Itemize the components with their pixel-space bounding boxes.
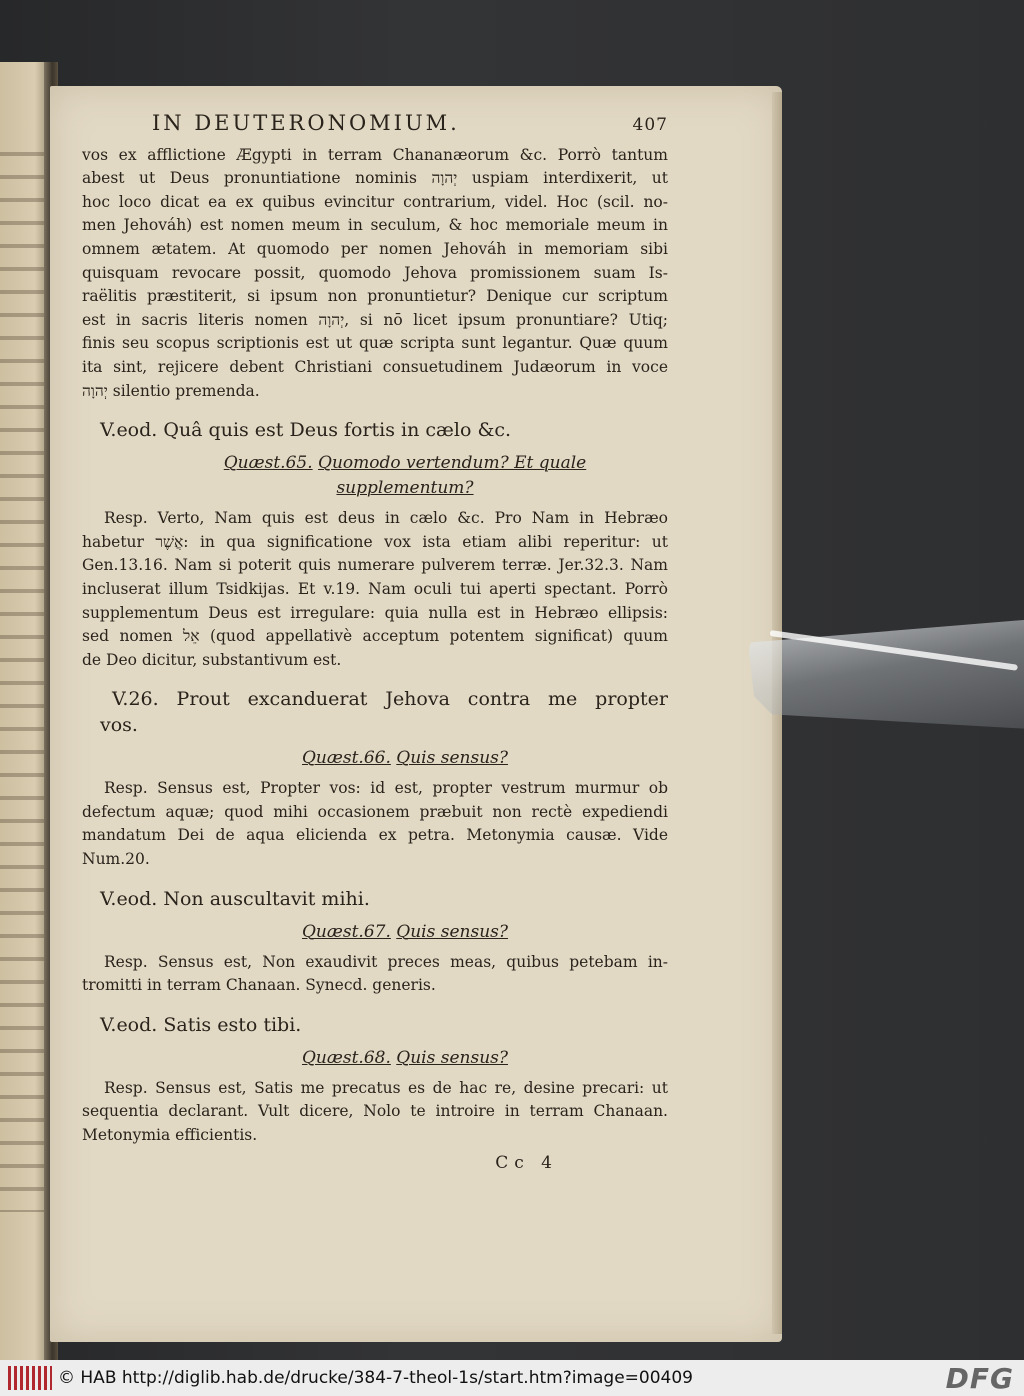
question-text: Quis sensus? — [396, 748, 508, 769]
response-67 — [82, 951, 668, 998]
text-line: quisquam revocare possit, quomodo Jehova promissionem suam Is- — [82, 263, 668, 282]
question-text: Quomodo vertendum? Et quale — [318, 453, 587, 474]
text-line: Num.20. — [82, 850, 150, 869]
barcode-icon — [8, 1366, 52, 1390]
facing-page-edge — [0, 62, 50, 1372]
verse-heading — [100, 686, 668, 738]
text-line: raëlitis præstiterit, si ipsum non pronuntietur? Denique cur scriptum — [82, 287, 668, 306]
question-text: Quis sensus? — [396, 921, 508, 942]
text-line: defectum aquæ; quod mihi occasionem præbuit non rectè expediendi — [82, 802, 668, 821]
dfg-logo: DFG — [945, 1361, 1014, 1395]
text-line: mandatum Dei de aqua elicienda ex petra. Metonymia causæ. Vide — [82, 826, 668, 845]
text-line: omnem ætatem. At quomodo per nomen Jehováh in memoriam sibi — [82, 239, 668, 258]
copyright-link[interactable]: © HAB http://diglib.hab.de/drucke/384-7-theol-1s/start.htm?image=00409 — [58, 1368, 693, 1388]
question-label: Quæst.65. — [223, 453, 313, 474]
text-line: sed nomen אֵל (quod appellativè acceptum potentem significat) quum — [82, 627, 668, 646]
paragraph-1 — [82, 144, 668, 404]
text-line: hoc loco dicat ea ex quibus evincitur contrarium, videl. Hoc (scil. no- — [82, 192, 668, 211]
text-line: Resp. Sensus est, Satis me precatus es de hac re, desine precari: ut — [104, 1078, 668, 1097]
question-label: Quæst.66. — [302, 748, 391, 769]
verse-heading: V.eod. Quâ quis est Deus fortis in cælo &c. — [100, 419, 512, 442]
text-line: men Jehováh) est nomen meum in seculum, & hoc memoriale meum in — [82, 216, 668, 235]
text-line: incluserat illum Tsidkijas. Et v.19. Nam oculi tui aperti spectant. Porrò — [82, 579, 668, 598]
verse-heading: V.eod. Non auscultavit mihi. — [100, 887, 370, 910]
text-line: Resp. Verto, Nam quis est deus in cælo &c. Pro Nam in Hebræo — [104, 509, 668, 528]
footer-bar — [0, 1360, 1024, 1396]
text-line: abest ut Deus pronuntiatione nominis יְהוָה uspiam interdixerit, ut — [82, 169, 668, 188]
page-text — [82, 112, 668, 1175]
question-text: Quis sensus? — [396, 1047, 508, 1068]
verse-heading: V.eod. Satis esto tibi. — [100, 1013, 302, 1036]
page-number: 407 — [632, 115, 668, 135]
verse-line: vos. — [100, 714, 138, 737]
text-line: Gen.13.16. Nam si poterit quis numerare pulverem terræ. Jer.32.3. Nam — [82, 556, 668, 575]
text-line: finis seu scopus scriptionis est ut quæ scripta sunt legantur. Quæ quum — [82, 334, 668, 353]
text-line: est in sacris literis nomen יְהוָה, si nō licet ipsum pronuntiare? Utiq; — [82, 310, 668, 329]
response-65 — [82, 507, 668, 672]
verse-line: V.26. Prout excanduerat Jehova contra me propter — [112, 688, 668, 711]
question-text-2: supplementum? — [336, 478, 474, 499]
text-line: habetur אֲשֶׁר: in qua significatione vox ista etiam alibi reperitur: ut — [82, 532, 668, 551]
response-68 — [82, 1077, 668, 1148]
question-heading — [142, 920, 668, 945]
question-heading — [142, 451, 668, 501]
facing-page-text-bleed — [0, 152, 46, 1212]
response-66 — [82, 777, 668, 871]
question-label: Quæst.68. — [302, 1047, 391, 1068]
text-line: sequentia declarant. Vult dicere, Nolo te introire in terram Chanaan. — [82, 1102, 668, 1121]
signature-mark: Cc 4 — [495, 1152, 558, 1173]
text-line: vos ex afflictione Ægypti in terram Chananæorum &c. Porrò tantum — [82, 145, 668, 164]
question-label: Quæst.67. — [302, 921, 391, 942]
text-line: ita sint, rejicere debent Christiani consuetudinem Judæorum in voce — [82, 357, 668, 376]
running-title: IN DEUTERONOMIUM. — [152, 111, 460, 135]
question-heading — [142, 746, 668, 771]
text-line: Metonymia efficientis. — [82, 1126, 258, 1145]
text-line: Resp. Sensus est, Propter vos: id est, propter vestrum murmur ob — [104, 779, 668, 798]
question-heading — [142, 1046, 668, 1071]
text-line: יְהוָה silentio premenda. — [82, 381, 260, 400]
text-line: supplementum Deus est irregulare: quia nulla est in Hebræo ellipsis: — [82, 603, 668, 622]
text-line: de Deo dicitur, substantivum est. — [82, 650, 342, 669]
text-line: tromitti in terram Chanaan. Synecd. generis. — [82, 976, 436, 995]
running-head — [152, 112, 668, 138]
text-line: Resp. Sensus est, Non exaudivit preces meas, quibus petebam in- — [104, 952, 668, 971]
